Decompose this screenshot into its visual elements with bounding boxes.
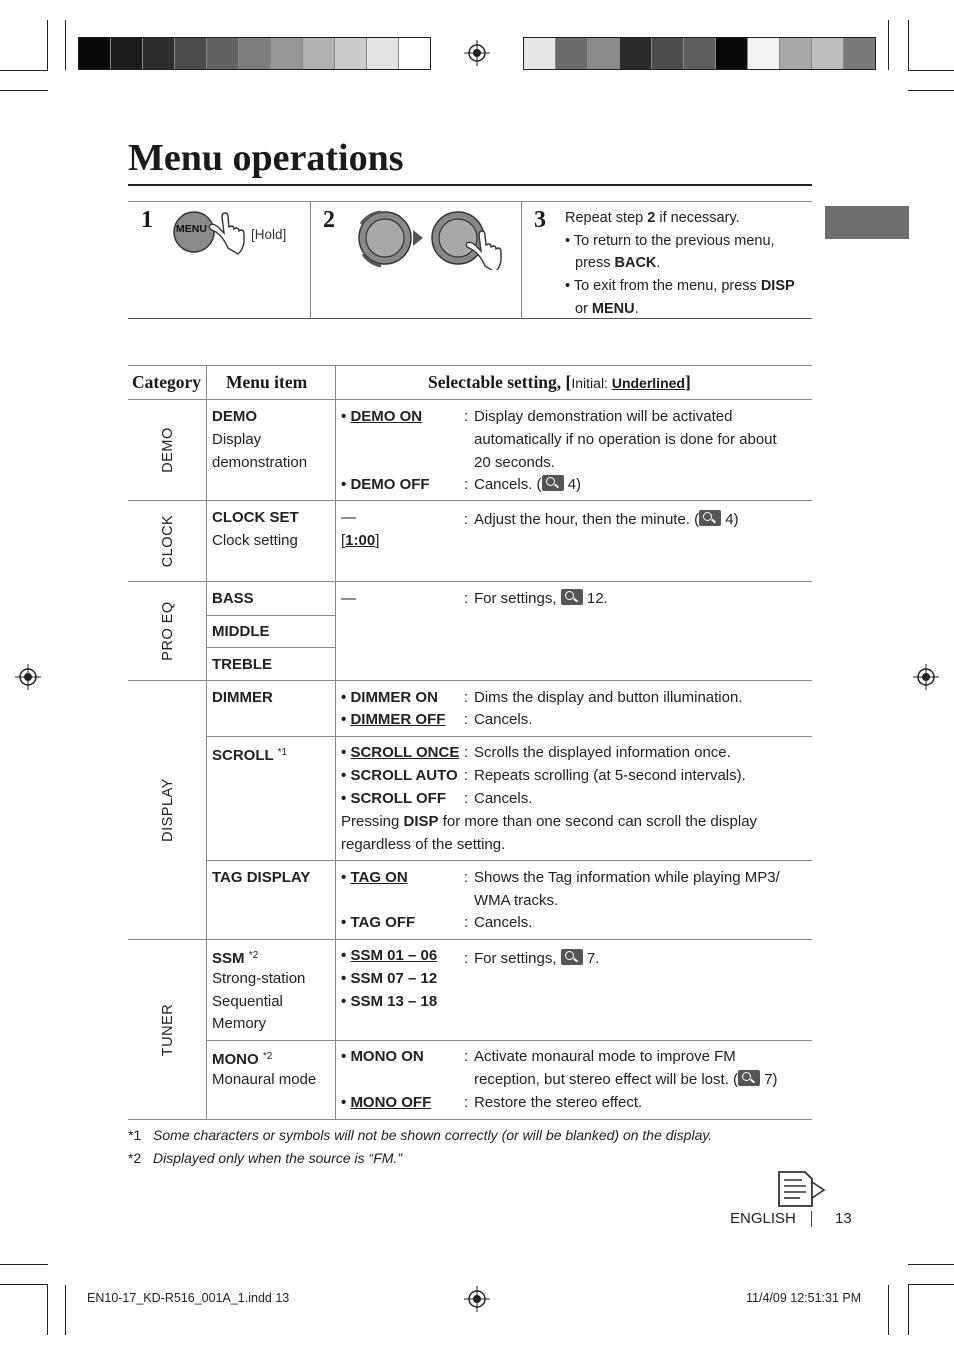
color-swatch xyxy=(271,38,303,69)
option-dash: — xyxy=(341,590,356,607)
color-swatch xyxy=(620,38,652,69)
magnifier-icon xyxy=(561,949,583,965)
section-tab xyxy=(825,206,909,239)
color-swatch xyxy=(175,38,207,69)
option-demo-on: • DEMO ON xyxy=(341,408,423,425)
menu-item-middle: MIDDLE xyxy=(212,623,270,640)
color-swatch xyxy=(367,38,399,69)
crop-mark xyxy=(908,1264,954,1265)
colon: : xyxy=(464,1048,469,1065)
option-desc: For settings, 7. xyxy=(474,950,600,967)
colon: : xyxy=(464,767,469,784)
colon: : xyxy=(464,869,469,886)
hold-label: [Hold] xyxy=(251,227,287,242)
option-desc: Scrolls the displayed information once. xyxy=(474,744,731,761)
menu-item-desc: Monaural mode xyxy=(212,1071,317,1088)
colon: : xyxy=(464,1094,469,1111)
category-tuner: TUNER xyxy=(160,1003,176,1056)
menu-item-demo: DEMO xyxy=(212,408,257,425)
print-datetime: 11/4/09 12:51:31 PM xyxy=(746,1291,862,1305)
crop-mark xyxy=(65,20,66,70)
scroll-note: Pressing DISP for more than one second can scroll the display xyxy=(341,813,758,830)
color-swatch xyxy=(111,38,143,69)
crop-mark xyxy=(47,1285,48,1335)
option-dash: — xyxy=(341,509,356,526)
magnifier-icon xyxy=(699,510,721,526)
page-title: Menu operations xyxy=(128,137,404,179)
option-desc: For settings, 12. xyxy=(474,590,608,607)
dial-turn-press-icon xyxy=(353,208,513,270)
option-scroll-once: • SCROLL ONCE xyxy=(341,744,460,761)
color-swatch xyxy=(844,38,875,69)
menu-item-desc: Display xyxy=(212,431,262,448)
footnote-1: *1 Some characters or symbols will not be shown correctly (or will be blanked) on the display. xyxy=(128,1127,713,1143)
color-swatch xyxy=(684,38,716,69)
option-ssm-13-18: • SSM 13 – 18 xyxy=(341,993,438,1010)
option-dimmer-off: • DIMMER OFF xyxy=(341,711,446,728)
crop-mark xyxy=(888,1285,889,1335)
option-ssm-07-12: • SSM 07 – 12 xyxy=(341,970,438,987)
colon: : xyxy=(464,790,469,807)
category-clock: CLOCK xyxy=(160,514,176,568)
option-desc: Activate monaural mode to improve FM xyxy=(474,1048,736,1065)
footnote-2: *2 Displayed only when the source is “FM.” xyxy=(128,1150,402,1166)
category-pro-eq: PRO EQ xyxy=(160,601,176,661)
menu-item-ssm: SSM $^{*2}$ xyxy=(212,950,259,967)
option-desc: WMA tracks. xyxy=(474,892,559,909)
option-tag-on: • TAG ON xyxy=(341,869,408,886)
footer-divider xyxy=(811,1211,812,1227)
option-tag-off: • TAG OFF xyxy=(341,914,416,931)
colon: : xyxy=(464,511,469,528)
option-desc: Dims the display and button illumination. xyxy=(474,689,743,706)
header-selectable-setting: Selectable setting, [Initial: Underlined] xyxy=(428,372,691,392)
crop-mark xyxy=(908,1284,954,1285)
color-swatch xyxy=(588,38,620,69)
color-swatch xyxy=(399,38,430,69)
option-desc: Cancels. xyxy=(474,711,533,728)
crop-mark xyxy=(908,70,954,71)
step-1-number: 1 xyxy=(141,207,153,233)
option-desc: Display demonstration will be activated xyxy=(474,408,733,425)
color-swatch xyxy=(143,38,175,69)
option-mono-on: • MONO ON xyxy=(341,1048,424,1065)
magnifier-icon xyxy=(561,589,583,605)
step-3-number: 3 xyxy=(534,207,546,233)
step-2-number: 2 xyxy=(323,207,335,233)
category-demo: DEMO xyxy=(160,427,176,473)
colon: : xyxy=(464,689,469,706)
color-swatch xyxy=(303,38,335,69)
option-desc: Restore the stereo effect. xyxy=(474,1094,643,1111)
language-label: ENGLISH xyxy=(730,1210,796,1227)
crop-mark xyxy=(888,20,889,70)
option-desc: automatically if no operation is done for about xyxy=(474,431,777,448)
header-category: Category xyxy=(132,372,202,392)
menu-item-bass: BASS xyxy=(212,590,254,607)
option-scroll-off: • SCROLL OFF xyxy=(341,790,446,807)
menu-item-clock-set: CLOCK SET xyxy=(212,509,299,526)
option-initial-time: [1:00] xyxy=(341,532,380,549)
option-demo-off: • DEMO OFF xyxy=(341,476,430,493)
magnifier-icon xyxy=(738,1070,760,1086)
menu-item-mono: MONO $^{*2}$ xyxy=(212,1051,273,1068)
crop-mark xyxy=(65,1285,66,1335)
color-swatch xyxy=(812,38,844,69)
option-desc: reception, but stereo effect will be lost. ( 7) xyxy=(474,1071,778,1088)
menu-item-tag-display: TAG DISPLAY xyxy=(212,869,311,886)
category-display: DISPLAY xyxy=(160,778,176,842)
option-desc: Adjust the hour, then the minute. ( 4) xyxy=(474,511,739,528)
menu-item-scroll: SCROLL $^{*1}$ xyxy=(212,747,288,764)
crop-mark xyxy=(908,90,954,91)
menu-item-treble: TREBLE xyxy=(212,656,272,673)
crop-mark xyxy=(0,90,48,91)
colon: : xyxy=(464,914,469,931)
menu-item-desc: Clock setting xyxy=(212,532,298,549)
option-scroll-auto: • SCROLL AUTO xyxy=(341,767,458,784)
registration-mark-icon xyxy=(464,1286,490,1312)
menu-button-label: MENU xyxy=(176,223,207,235)
menu-item-desc: Strong-station xyxy=(212,970,306,987)
colon: : xyxy=(464,476,469,493)
option-desc: Repeats scrolling (at 5-second intervals). xyxy=(474,767,746,784)
magnifier-icon xyxy=(542,475,564,491)
colon: : xyxy=(464,590,469,607)
colon: : xyxy=(464,744,469,761)
crop-mark xyxy=(47,20,48,70)
header-menu-item: Menu item xyxy=(226,372,308,392)
option-desc: 20 seconds. xyxy=(474,454,555,471)
registration-mark-icon xyxy=(913,664,939,690)
scroll-note: regardless of the setting. xyxy=(341,836,506,853)
registration-mark-icon xyxy=(15,664,41,690)
crop-mark xyxy=(0,1264,48,1265)
colon: : xyxy=(464,711,469,728)
option-desc: Cancels. xyxy=(474,790,533,807)
menu-item-dimmer: DIMMER xyxy=(212,689,273,706)
menu-item-desc: Sequential xyxy=(212,993,283,1010)
option-desc: Shows the Tag information while playing MP3/ xyxy=(474,869,780,886)
crop-mark xyxy=(0,1284,48,1285)
crop-mark xyxy=(908,20,909,70)
color-bar-right xyxy=(523,37,876,70)
option-desc: Cancels. ( 4) xyxy=(474,476,582,493)
crop-mark xyxy=(908,1285,909,1335)
title-rule xyxy=(128,184,812,186)
color-swatch xyxy=(748,38,780,69)
option-mono-off: • MONO OFF xyxy=(341,1094,432,1111)
menu-item-desc: demonstration xyxy=(212,454,308,471)
color-swatch xyxy=(780,38,812,69)
colon: : xyxy=(464,950,469,967)
color-swatch xyxy=(652,38,684,69)
color-swatch xyxy=(207,38,239,69)
option-dimmer-on: • DIMMER ON xyxy=(341,689,438,706)
color-swatch xyxy=(716,38,748,69)
page-number: 13 xyxy=(835,1210,852,1227)
color-swatch xyxy=(556,38,588,69)
print-file-info: EN10-17_KD-R516_001A_1.indd 13 xyxy=(87,1291,290,1305)
color-swatch xyxy=(239,38,271,69)
steps-box xyxy=(128,201,812,319)
crop-mark xyxy=(0,70,48,71)
colon: : xyxy=(464,408,469,425)
menu-item-desc: Memory xyxy=(212,1015,267,1032)
color-swatch xyxy=(524,38,556,69)
color-bar-left xyxy=(78,37,431,70)
option-ssm-01-06: • SSM 01 – 06 xyxy=(341,947,438,964)
registration-mark-icon xyxy=(464,40,490,66)
color-swatch xyxy=(79,38,111,69)
option-desc: Cancels. xyxy=(474,914,533,931)
document-continue-icon xyxy=(776,1170,826,1208)
color-swatch xyxy=(335,38,367,69)
step-3-text: Repeat step 2 if necessary. • To return to the previous menu, press BACK. • To exit from the menu, press DISP or MENU. xyxy=(565,210,795,317)
